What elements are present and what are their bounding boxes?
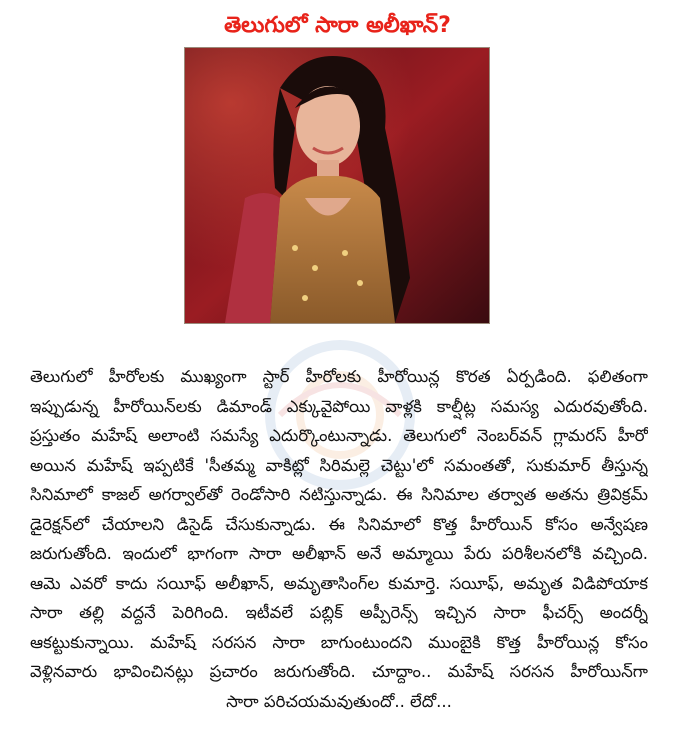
article-line: ఆమె ఎవరో కాదు సయీఫ్ అలీఖాన్, అమృతాసింగ్‌ల కుమార్తె. సయీఫ్, అమృత విడిపోయాక [30, 573, 648, 593]
article-line: అయిన మహేష్ ఇప్పటికే 'సీతమ్మ వాకిట్లో సిరిమల్లె చెట్టు'లో సమంతతో, సుకుమార్ తీస్తున్న [30, 455, 648, 475]
article-line: సారా తల్లి వద్దనే పెరిగింది. ఇటీవలే పబ్లిక్ అప్పీరెన్స్ ఇచ్చిన సారా ఫీచర్స్ అందర్నీ [30, 603, 648, 622]
actress-photo-icon [185, 48, 489, 323]
article-line: సినిమాలో కాజల్ అగర్వాల్‌తో రెండోసారి నటిస్తున్నాడు. ఈ సినిమాల తర్వాత అతను త్రివిక్రమ్ [30, 485, 648, 504]
article-line: ప్రస్తుతం మహేష్ అలాంటి సమస్యే ఎదుర్కొంటున్నాడు. తెలుగులో నెంబర్‌వన్ గ్లామరస్ హీరో [30, 426, 648, 445]
article-headline: తెలుగులో సారా అలీఖాన్? [224, 13, 451, 38]
article-line: ఆకట్టుకున్నాయి. మహేష్ సరసన సారా బాగుంటుందని ముంబైకి కొత్త హీరోయిన్ల కోసం [30, 632, 648, 652]
article-line: సారా పరిచయమవుతుందో.. లేదో... [226, 691, 452, 711]
article-line: తెలుగులో హీరోలకు ముఖ్యంగా స్టార్ హీరోలకు హీరోయిన్ల కొరత ఏర్పడింది. ఫలితంగా [30, 367, 648, 386]
article-line: ఇప్పుడున్న హీరోయిన్‌లకు డిమాండ్ ఎక్కువైపోయి వాళ్లకి కాల్షీట్ల సమస్య ఎదురవుతోంది. [30, 396, 648, 416]
article-body [30, 362, 648, 716]
article-photo [184, 47, 490, 324]
article-line: జరుగుతోంది. ఇందులో భాగంగా సారా అలీఖాన్ అనే అమ్మాయి పేరు పరిశీలనలోకి వచ్చింది. [30, 544, 648, 563]
article-line: డైరెక్షన్‌లో చేయాలని డిసైడ్ చేసుకున్నాడు. ఈ సినిమాలో కొత్త హీరోయిన్ కోసం అన్వేషణ [30, 514, 648, 534]
article-line: వెళ్లినవారు భావించినట్లు ప్రచారం జరుగుతోంది. చూద్దాం.. మహేష్ సరసన హీరోయిన్‌గా [30, 662, 648, 681]
